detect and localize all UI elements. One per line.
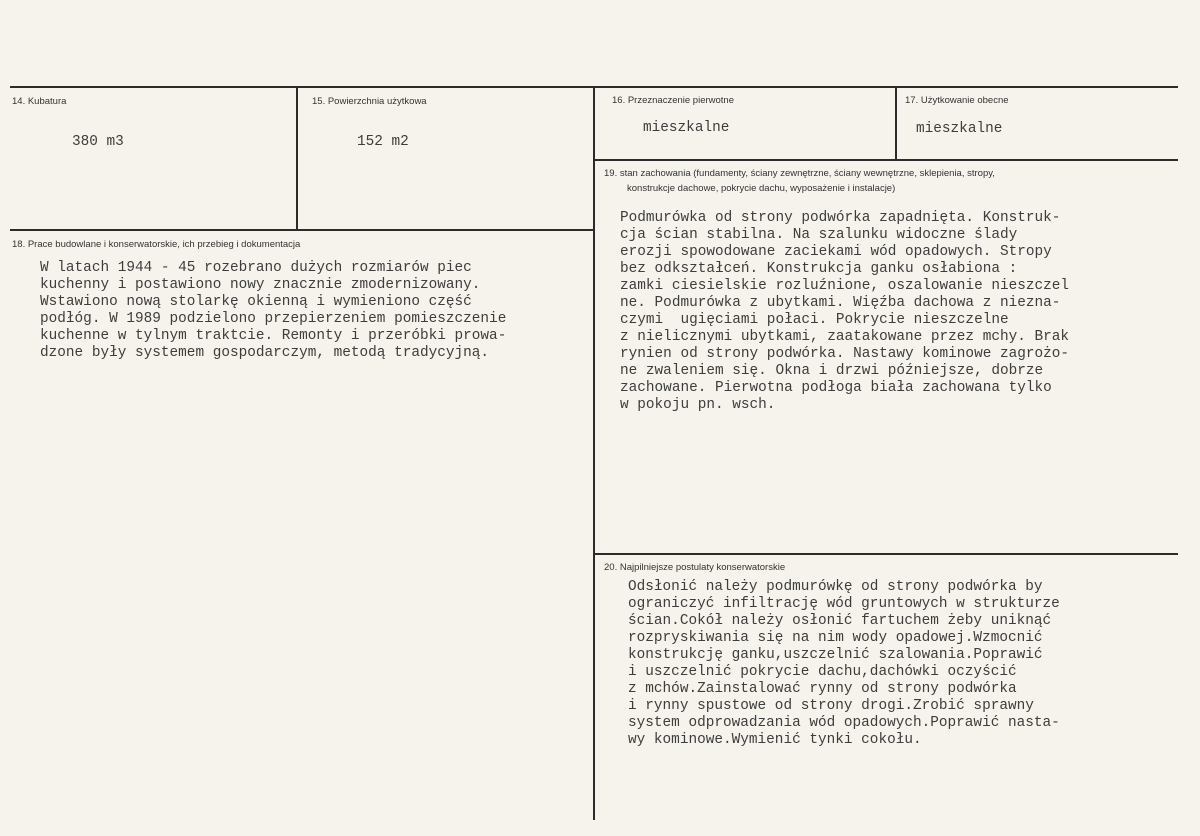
powierzchnia-label: 15. Powierzchnia użytkowa (312, 96, 427, 107)
rule-above-20 (595, 553, 1178, 555)
stan-zachowania-text: Podmurówka od strony podwórka zapadnięta. Konstruk- cja ścian stabilna. Na szalunku widoczne ślady erozji spowodowane zaciekami wód opadowych. Stropy bez odkształceń. Konstrukcja ganku osłabiona : zamki ciesielskie rozluźnione, oszalowanie nieszczel ne. Podmurówka z ubytkami. Więźba dachowa z niezna- czymi ugięciami połaci. Pokrycie nieszczelne z nielicznymi ubytkami, zaatakowane przez mchy. Brak rynien od strony podwórka. Nastawy kominowe zagrożo- ne zwaleniem się. Okna i drzwi późniejsze, dobrze zachowane. Pierwotna podłoga biała zachowana tylko w pokoju pn. wsch. (620, 210, 1070, 413)
rule-under-16-17 (595, 159, 1178, 161)
przeznaczenie-label: 16. Przeznaczenie pierwotne (612, 95, 734, 106)
divider-14-15 (296, 88, 298, 230)
postulaty-label: 20. Najpilniejsze postulaty konserwatorskie (604, 562, 786, 573)
stan-zachowania-label-2: konstrukcje dachowe, pokrycie dachu, wyposażenie i instalacje) (627, 183, 896, 194)
prace-text: W latach 1944 - 45 rozebrano dużych rozmiarów piec kuchenny i postawiono nowy znacznie zmodernizowany. Wstawiono nową stolarkę okienną i wymieniono część podłóg. W 1989 podzielono przepierzeniem pomieszczenie kuchenne w tylnym traktcie. Remonty i przeróbki prowa- dzone były systemem gospodarczym, metodą tradycyjną. (40, 260, 507, 361)
przeznaczenie-value: mieszkalne (643, 120, 730, 136)
postulaty-text: Odsłonić należy podmurówkę od strony podwórka by ograniczyć infiltrację wód gruntowych w strukturze ścian.Cokół należy osłonić fartuchem żeby uniknąć rozpryskiwania się na nim wody opadowej.Wzmocnić konstrukcję ganku,uszczelnić szalowania.Poprawić i uszczelnić pokrycie dachu,dachówki oczyścić z mchów.Zainstalować rynny od strony podwórka i rynny spustowe od strony drogi.Zrobić sprawny system odprowadzania wód opadowych.Poprawić nasta- wy kominowe.Wymienić tynki cokołu. (628, 579, 1060, 748)
uzytkowanie-label: 17. Użytkowanie obecne (905, 95, 1009, 106)
uzytkowanie-value: mieszkalne (916, 121, 1003, 137)
divider-16-17 (895, 88, 897, 160)
prace-label: 18. Prace budowlane i konserwatorskie, ich przebieg i dokumentacja (12, 239, 301, 250)
kubatura-label: 14. Kubatura (12, 96, 67, 107)
kubatura-value: 380 m3 (72, 134, 124, 150)
divider-left-right (593, 88, 595, 820)
stan-zachowania-label-1: 19. stan zachowania (fundamenty, ściany zewnętrzne, ściany wewnętrzne, sklepienia, stropy, (604, 168, 995, 179)
rule-under-14-15 (10, 229, 594, 231)
powierzchnia-value: 152 m2 (357, 134, 409, 150)
